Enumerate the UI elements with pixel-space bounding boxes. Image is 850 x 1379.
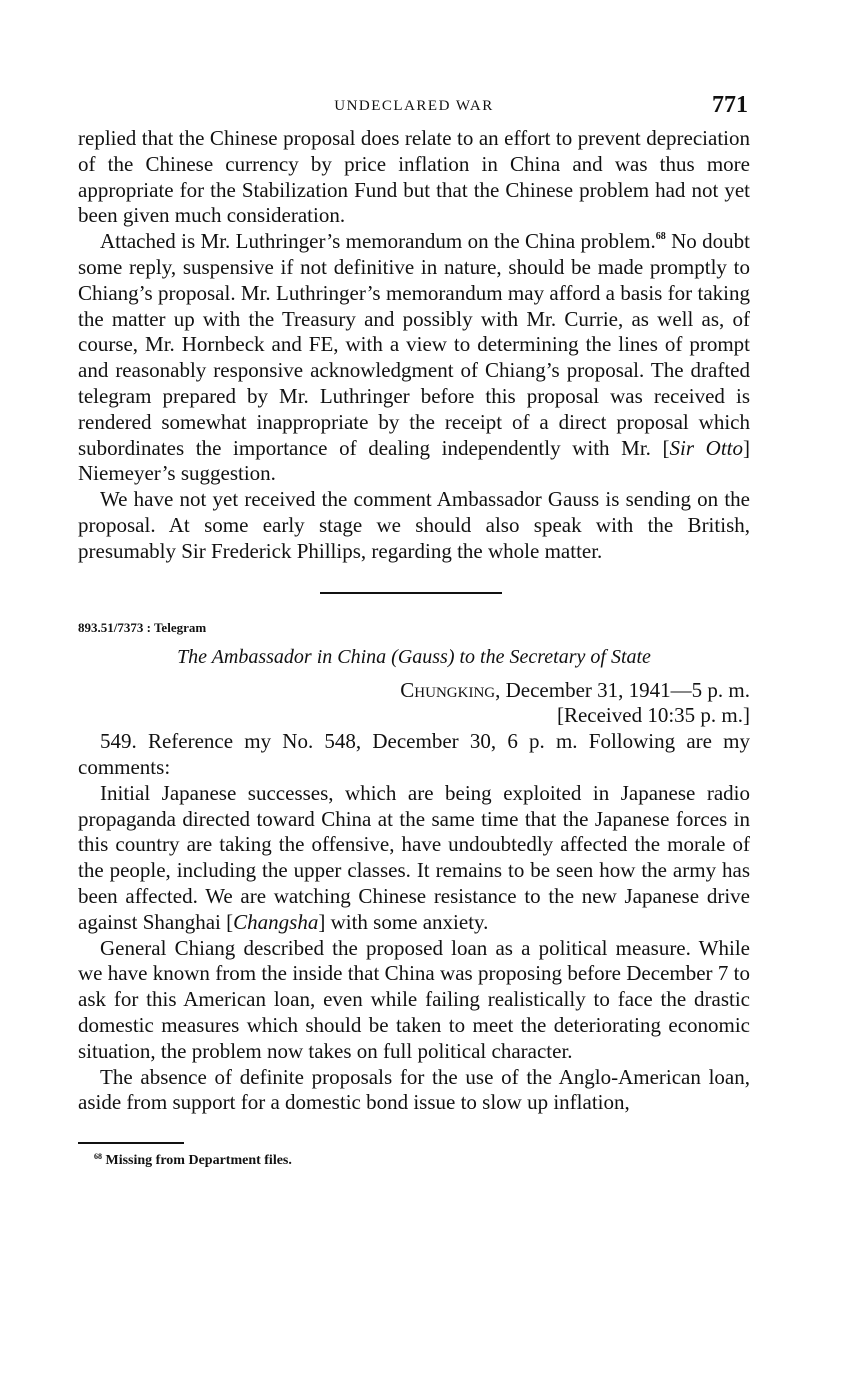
bracketed-name: Sir Otto [669, 435, 744, 460]
telegram-paragraph: Initial Japanese successes, which are being exploited in Japanese radio propaganda directed toward China at the same time that the Japanese forces in this country are taking the offensive, have undoubtedly affected the morale of the people, including the upper classes. It remains to be seen how the army has been affected. We are watching Chinese resistance to the new Japanese drive against Shanghai [Changsha] with some anxiety. [78, 780, 750, 934]
footnote-number: 68 [94, 1152, 102, 1162]
paragraph-text: Attached is Mr. Luthringer’s memorandum on the China problem. [100, 229, 656, 254]
paragraph-continued: replied that the Chinese proposal does relate to an effort to prevent depreciation of the Chinese currency by price inflation in China and was thus more appropriate for the Stabilization Fund but that the Chinese problem had not yet been given much consideration. [78, 126, 750, 228]
running-title: UNDECLARED WAR [334, 98, 494, 114]
document-id: 893.51/7373 : Telegram [78, 619, 207, 635]
footnote-text: Missing from Department files. [102, 1153, 292, 1169]
page-header [78, 92, 750, 126]
received-time: [Received 10:35 p. m.] [556, 703, 750, 728]
paragraph-gauss-comment: We have not yet received the comment Ambassador Gauss is sending on the proposal. At some early stage we should also speak with the British, presumably Sir Frederick Phillips, regarding the whole matter. [78, 487, 750, 563]
paragraph-memorandum [78, 229, 750, 487]
document-title: The Ambassador in China (Gauss) to the Secretary of State [177, 645, 651, 668]
telegram-paragraph: The absence of definite proposals for the use of the Anglo-American loan, aside from support for a domestic bond issue to slow up inflation, [78, 1064, 750, 1115]
bracketed-place: Changsha [233, 909, 319, 934]
paragraph-text: ] Niemeyer’s suggestion. [78, 435, 751, 486]
page [78, 92, 750, 1170]
footnote-divider [78, 1142, 184, 1144]
page-number: 771 [712, 92, 748, 118]
dateline-date: , December 31, 1941—5 p. m. [495, 677, 750, 702]
paragraph-text: No doubt some reply, suspensive if not definitive in nature, should be made promptly to Chiang’s proposal. Mr. Luthringer’s memorandum may afford a basis for taking the matter up with the Treasury and possibly with Mr. Currie, as well as, of course, Mr. Hornbeck and FE, with a view to determining the lines of prompt and reasonably responsive acknowledgment of Chiang’s proposal. The drafted telegram prepared by Mr. Luthringer before this proposal was received is rendered somewhat inappropriate by the receipt of a direct proposal which subordinates the importance of dealing independently with Mr. [ [78, 229, 750, 460]
telegram-paragraph: 549. Reference my No. 548, December 30, 6 p. m. Following are my comments: [78, 729, 750, 779]
section-divider [320, 592, 502, 594]
dateline [78, 678, 750, 704]
telegram-paragraph: General Chiang described the proposed loan as a political measure. While we have known from the inside that China was proposing before December 7 to ask for this American loan, even while failing realistically to face the drastic domestic measures which should be taken to meet the deteriorating economic situation, the problem now takes on full political character. [78, 935, 750, 1063]
footnote-ref: 68 [655, 231, 666, 243]
footnote [94, 1152, 750, 1170]
dateline-place: Chungking [400, 677, 496, 702]
